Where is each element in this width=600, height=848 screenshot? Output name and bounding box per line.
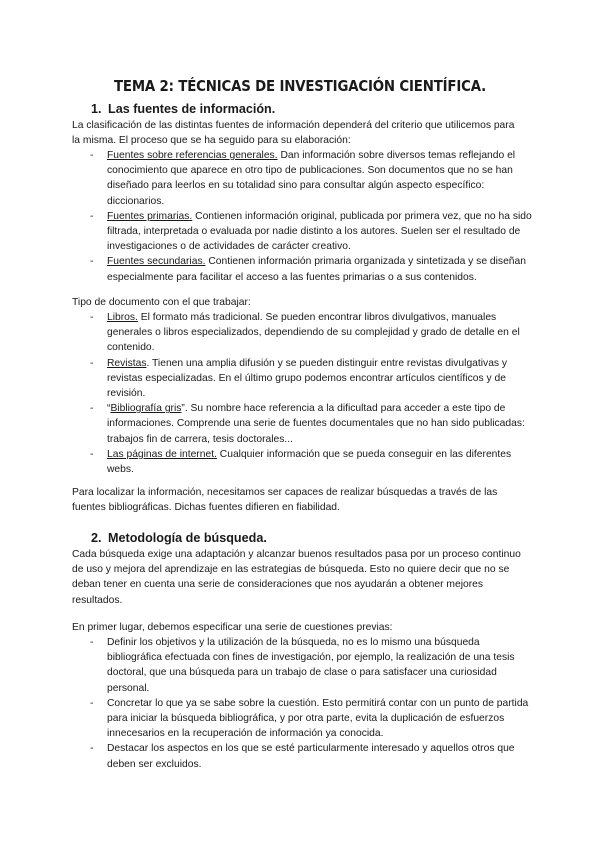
section-1-number: 1.: [91, 102, 102, 116]
doc-type-term: Libros.: [107, 312, 138, 323]
section-1-heading: [91, 101, 275, 117]
source-term: Fuentes primarias.: [107, 210, 193, 222]
sources-list: [72, 148, 532, 285]
section-2-intro: Cada búsqueda exige una adaptación y alcanzar buenos resultados pasa por un proceso continuo de uso y mejora del aprendizaje en las estrategias de búsqueda. Esto no quiere decir que no se deban tener en cuenta una serie de consideraciones que nos ayudarán a obtener mejores resultados.: [72, 549, 521, 606]
doc-type-term: Bibliografía gris: [110, 403, 182, 415]
section-2-number: 2.: [91, 531, 102, 545]
source-term: Fuentes secundarias.: [107, 256, 206, 268]
source-item: [72, 209, 532, 255]
prior-questions-label: En primer lugar, debemos especificar una serie de cuestiones previas:: [72, 622, 393, 633]
doc-type-item: [72, 356, 532, 402]
doc-type-text: Cualquier información que se pueda conseguir en las diferentes webs.: [107, 448, 512, 476]
source-term: Fuentes sobre referencias generales.: [107, 150, 278, 161]
doc-type-term: Las páginas de internet.: [107, 448, 217, 460]
doc-type-item: [72, 310, 532, 356]
doc-type-text: El formato más tradicional. Se pueden encontrar libros divulgativos, manuales generales o libros especializados, dependiendo de su complejidad y grado de detalle en el contenido.: [107, 312, 520, 354]
prior-question-item: - Definir los objetivos y la utilización de la búsqueda, no es lo mismo una búsqueda bibliográfica efectuada con fines de investigación, por ejemplo, la realización de una tesis doctoral, que una búsqueda para un trabajo de clase o para satisfacer una curiosidad personal.: [72, 635, 532, 696]
source-text: Contienen información primaria organizada y sintetizada y se diseñan especialmente para facilitar el acceso a las fuentes primarias o a sus contenidos.: [107, 256, 526, 283]
doc-type-text: ”. Su nombre hace referencia a la dificultad para acceder a este tipo de informaciones. Comprende una serie de fuentes documentales que no han sido publicadas: trabajos fin de carrera, tesis doctorales...: [107, 403, 525, 445]
doc-type-item: [72, 447, 532, 477]
doc-type-item: - “Bibliografía gris”. Su nombre hace referencia a la dificultad para acceder a este tipo de informaciones. Comprende una serie de fuentes documentales que no han sido publicadas: trabajos fin de carrera, tesis doctorales...: [72, 401, 532, 447]
doc-type-label: Tipo de documento con el que trabajar:: [72, 297, 251, 308]
prior-question-item: - Concretar lo que ya se sabe sobre la cuestión. Esto permitirá contar con un punto de partida para iniciar la búsqueda bibliográfica, y por otra parte, evita la duplicación de esfuerzos innecesarios en la recuperación de información ya conocida.: [72, 696, 532, 742]
section-1-closing: Para localizar la información, necesitamos ser capaces de realizar búsquedas a través de las fuentes bibliográficas. Dichas fuentes difieren en fiabilidad.: [72, 487, 498, 514]
source-text: Contienen información original, publicada por primera vez, que no ha sido filtrada, interpretada o evaluada por nadie distinto a los autores. Suelen ser el resultado de investigaciones o de actividades de carácter creativo.: [107, 210, 532, 253]
source-text: Dan información sobre diversos temas reflejando el conocimiento que aparece en otro tipo de publicaciones. Son documentos que no se han diseñado para leerlos en su totalidad sino para consultar algún aspecto específico: diccionarios.: [107, 150, 516, 207]
document-title: TEMA 2: TÉCNICAS DE INVESTIGACIÓN CIENTÍFICA.: [113, 77, 487, 95]
doc-types-list: [72, 310, 532, 477]
source-item: [72, 148, 532, 209]
prior-questions-list: [72, 635, 532, 772]
source-item: [72, 254, 532, 284]
doc-type-term: Revistas: [107, 357, 147, 369]
prior-question-item: - Destacar los aspectos en los que se esté particularmente interesado y aquellos otros que deben ser excluidos.: [72, 741, 532, 771]
section-2-title: Metodología de búsqueda.: [108, 531, 267, 545]
doc-type-text: . Tienen una amplia difusión y se pueden distinguir entre revistas divulgativas y revistas especializadas. En el último grupo podemos encontrar artículos científicos y de revisión.: [107, 357, 508, 400]
section-1-title: Las fuentes de información.: [108, 102, 276, 116]
section-2-heading: [91, 530, 267, 546]
section-1-intro: La clasificación de las distintas fuentes de información dependerá del criterio que utilicemos para la misma. El proceso que se ha seguido para su elaboración:: [72, 120, 515, 147]
